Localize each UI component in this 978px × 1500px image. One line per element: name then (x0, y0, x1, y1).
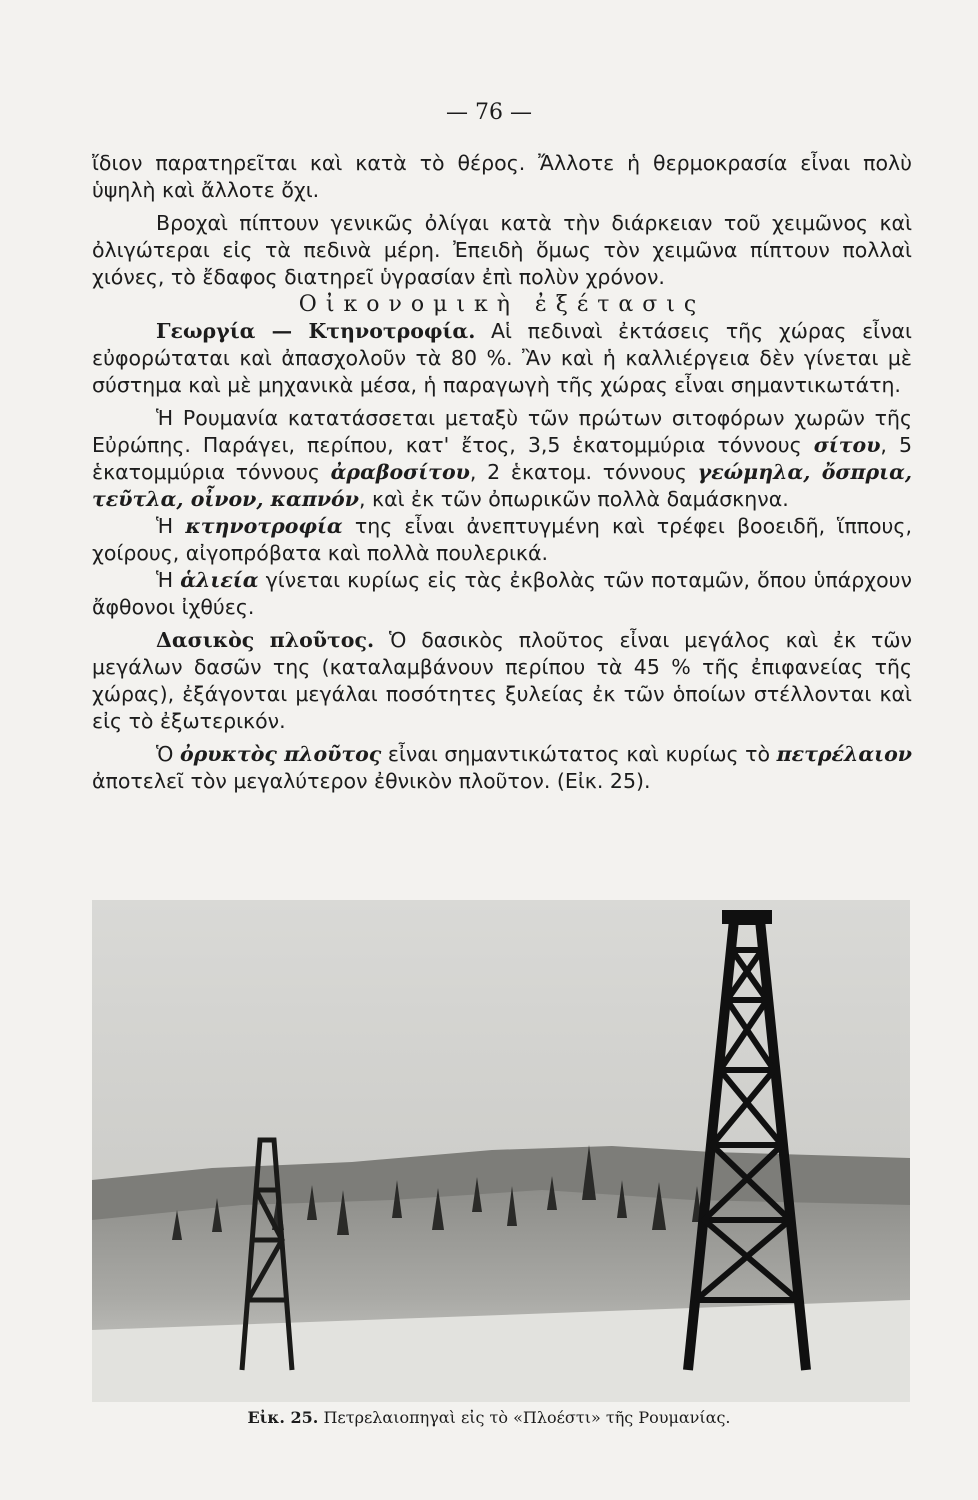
fishing-text: γίνεται κυρίως εἰς τὰς ἐκβολὰς τῶν ποταμῶν, ὅπου ὑπάρχουν ἄφθονοι ἰχθύες. (92, 568, 912, 619)
forest-text: Ὁ δασικὸς πλοῦτος εἶναι μεγάλος καὶ ἐκ τῶν μεγάλων δασῶν της (καταλαμβάνουν περίπου τὰ 45 % τῆς ἐπιφανείας τῆς χώρας), ἐξάγονται μεγάλαι ποσότητες ξυλείας ἐκ τῶν ὁποίων στέλλονται καὶ εἰς τὸ ἐξωτερικόν. (92, 628, 912, 733)
livestock-term: κτηνοτροφία (185, 514, 343, 538)
oil-derricks-illustration (92, 900, 910, 1402)
paragraph-1: ἴδιον παρατηρεῖται καὶ κατὰ τὸ θέρος. Ἄλλοτε ἡ θερμοκρασία εἶναι πολὺ ὑψηλὴ καὶ ἄλλοτε ὄχι. (92, 151, 912, 202)
grain-wheat: σίτου (813, 433, 881, 457)
grain-text-d: , 2 ἑκατομ. τόννους (469, 460, 687, 484)
oil-field-photo (92, 900, 910, 1402)
livestock-text: της εἶναι ἀνεπτυγμένη καὶ τρέφει βοοειδῆ, ἵππους, χοίρους, αἰγοπρόβατα καὶ πολλὰ πουλερικά. (92, 514, 912, 565)
minerals-term: ὀρυκτὸς πλοῦτος (180, 742, 382, 766)
petroleum-term: πετρέλαιον (776, 742, 912, 766)
page-number: — 76 — (446, 100, 532, 125)
figure-label: Εἰκ. 25. (247, 1408, 319, 1427)
fishing-term: ἁλιεία (180, 568, 259, 592)
paragraph-fishing (92, 567, 912, 621)
section-heading: Οἰκονομικὴ ἐξέτασις (298, 292, 706, 317)
grain-text-a: Ἡ Ρουμανία κατατάσσεται μεταξὺ τῶν πρώτων σιτοφόρων χωρῶν τῆς Εὐρώπης. Παράγει, περίπου, κατ' ἔτος, 3,5 ἑκατομμύρια τόννους (92, 406, 912, 457)
body-text (92, 150, 912, 795)
derrick-top (722, 910, 772, 924)
livestock-a: Ἡ (156, 514, 174, 538)
paragraph-minerals (92, 741, 912, 795)
forest-title: Δασικὸς πλοῦτος. (156, 628, 375, 652)
fishing-a: Ἡ (156, 568, 174, 592)
agriculture-text: Αἱ πεδιναὶ ἐκτάσεις τῆς χώρας εἶναι εὐφορώταται καὶ ἀπασχολοῦν τὰ 80 %. Ἂν καὶ ἡ καλλιέργεια δὲν γίνεται μὲ σύστημα καὶ μὲ μηχανικὰ μέσα, ἡ παραγωγὴ τῆς χώρας εἶναι σημαντικωτάτη. (92, 319, 912, 397)
minerals-a: Ὁ (156, 742, 174, 766)
grain-text-e: , καὶ ἐκ τῶν ὀπωρικῶν πολλὰ δαμάσκηνα. (358, 487, 789, 511)
paragraph-grain (92, 405, 912, 513)
paragraph-agriculture (92, 318, 912, 399)
paragraph-forest (92, 627, 912, 735)
agriculture-title: Γεωργία — Κτηνοτροφία. (156, 319, 476, 343)
grain-maize: ἀραβοσίτου (330, 460, 470, 484)
figure-caption-text: Πετρελαιοπηγαὶ εἰς τὸ «Πλοέστι» τῆς Ρουμανίας. (323, 1408, 731, 1427)
grain-crops: γεώμηλα, ὄσπρια, τεῦτλα, οἶνον, καπνόν (92, 460, 912, 511)
minerals-text-e: ἀποτελεῖ τὸν μεγαλύτερον ἐθνικὸν πλοῦτον. (Εἰκ. 25). (92, 769, 651, 793)
grain-text-c: , 5 ἑκατομμύρια τόννους (92, 433, 913, 484)
minerals-text-c: εἶναι σημαντικώτατος καὶ κυρίως τὸ (387, 742, 771, 766)
figure-caption (0, 1408, 978, 1427)
paragraph-2: Βροχαὶ πίπτουν γενικῶς ὀλίγαι κατὰ τὴν διάρκειαν τοῦ χειμῶνος καὶ ὀλιγώτεραι εἰς τὰ πεδινὰ μέρη. Ἐπειδὴ ὅμως τὸν χειμῶνα πίπτουν πολλαὶ χιόνες, τὸ ἔδαφος διατηρεῖ ὑγρασίαν ἐπὶ πολὺν χρόνον. (92, 211, 912, 289)
paragraph-livestock (92, 513, 912, 567)
